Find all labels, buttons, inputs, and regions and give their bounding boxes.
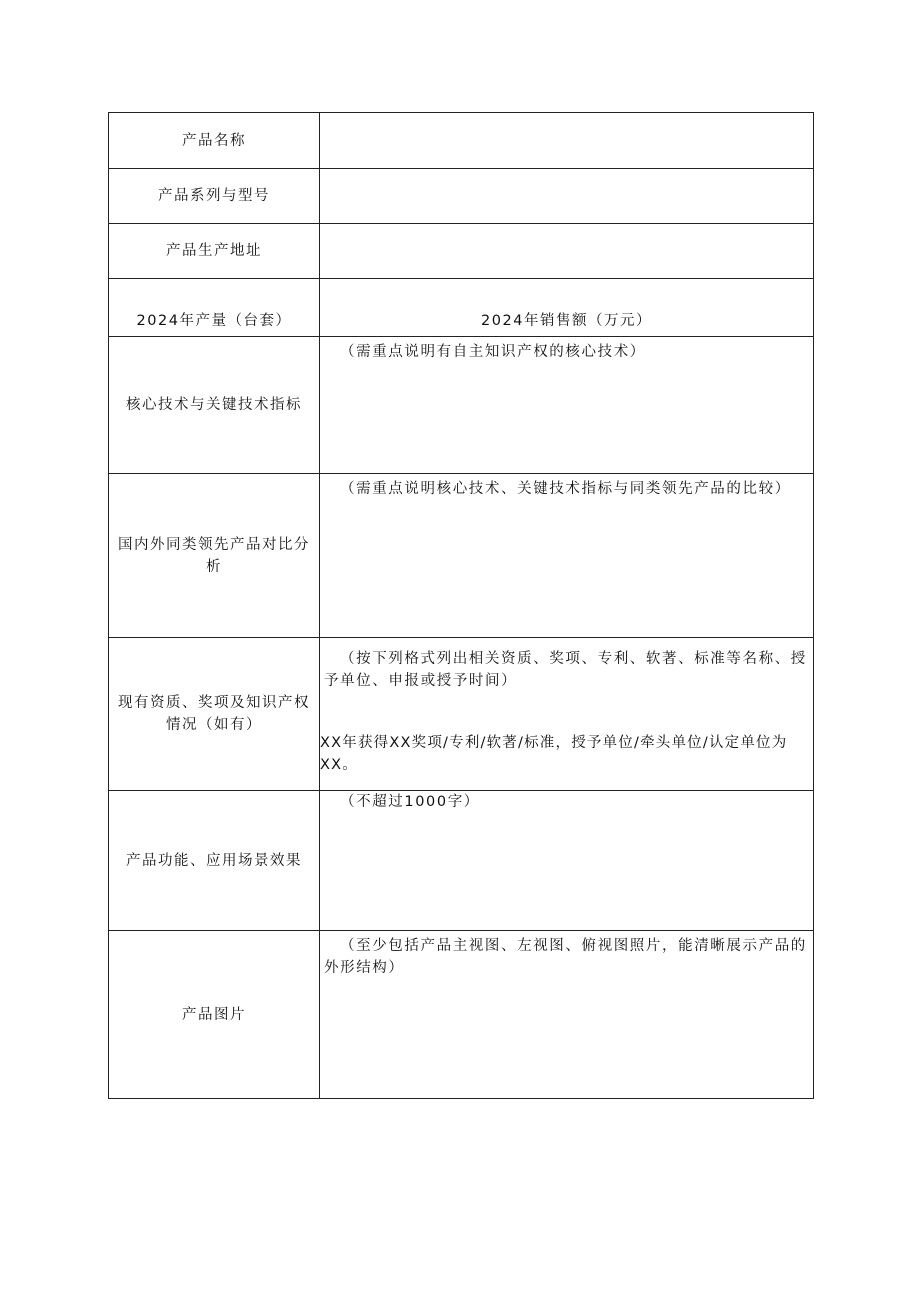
production-address-label: 产品生产地址	[166, 243, 262, 259]
comparison-label: 国内外同类领先产品对比分析	[118, 536, 310, 575]
product-name-label: 产品名称	[182, 132, 246, 149]
core-tech-label: 核心技术与关键技术指标	[126, 397, 302, 413]
images-hint: （至少包括产品主视图、左视图、俯视图照片，能清晰展示产品的外形结构）	[324, 938, 807, 976]
row-product-series	[109, 169, 814, 224]
function-label-cell	[109, 791, 320, 931]
comparison-label-cell	[109, 474, 320, 638]
product-series-label-cell	[109, 169, 320, 224]
product-series-label: 产品系列与型号	[158, 188, 270, 204]
product-info-form	[108, 112, 814, 1099]
row-comparison	[109, 474, 814, 638]
ip-field[interactable]	[320, 638, 814, 791]
core-tech-hint: （需重点说明有自主知识产权的核心技术）	[340, 344, 646, 360]
row-ip	[109, 638, 814, 791]
ip-hint: （按下列格式列出相关资质、奖项、专利、软著、标准等名称、授予单位、申报或授予时间）	[324, 651, 807, 689]
row-function	[109, 791, 814, 931]
row-product-name	[109, 113, 814, 169]
row-core-tech	[109, 337, 814, 474]
production-address-label-cell	[109, 224, 320, 279]
output-2024-label: 2024年产量（台套）	[136, 313, 292, 329]
images-field[interactable]	[320, 931, 814, 1099]
product-name-field[interactable]	[320, 113, 814, 169]
row-output-sales	[109, 279, 814, 337]
core-tech-field[interactable]	[320, 337, 814, 474]
ip-label-cell	[109, 638, 320, 791]
row-production-address	[109, 224, 814, 279]
images-label: 产品图片	[182, 1006, 246, 1023]
function-field[interactable]	[320, 791, 814, 931]
function-label: 产品功能、应用场景效果	[126, 852, 302, 869]
product-series-field[interactable]	[320, 169, 814, 224]
comparison-hint: （需重点说明核心技术、关键技术指标与同类领先产品的比较）	[340, 481, 791, 497]
ip-label: 现有资质、奖项及知识产权情况（如有）	[118, 695, 310, 733]
images-label-cell	[109, 931, 320, 1099]
ip-example: XX年获得XX奖项/专利/软著/标准，授予单位/牵头单位/认定单位为XX。	[320, 735, 788, 773]
sales-2024-cell[interactable]	[320, 279, 814, 337]
production-address-field[interactable]	[320, 224, 814, 279]
row-images	[109, 931, 814, 1099]
output-2024-cell[interactable]	[109, 279, 320, 337]
comparison-field[interactable]	[320, 474, 814, 638]
function-hint: （不超过1000字）	[340, 794, 480, 810]
product-name-label-cell	[109, 113, 320, 169]
sales-2024-label: 2024年销售额（万元）	[481, 313, 652, 329]
core-tech-label-cell	[109, 337, 320, 474]
